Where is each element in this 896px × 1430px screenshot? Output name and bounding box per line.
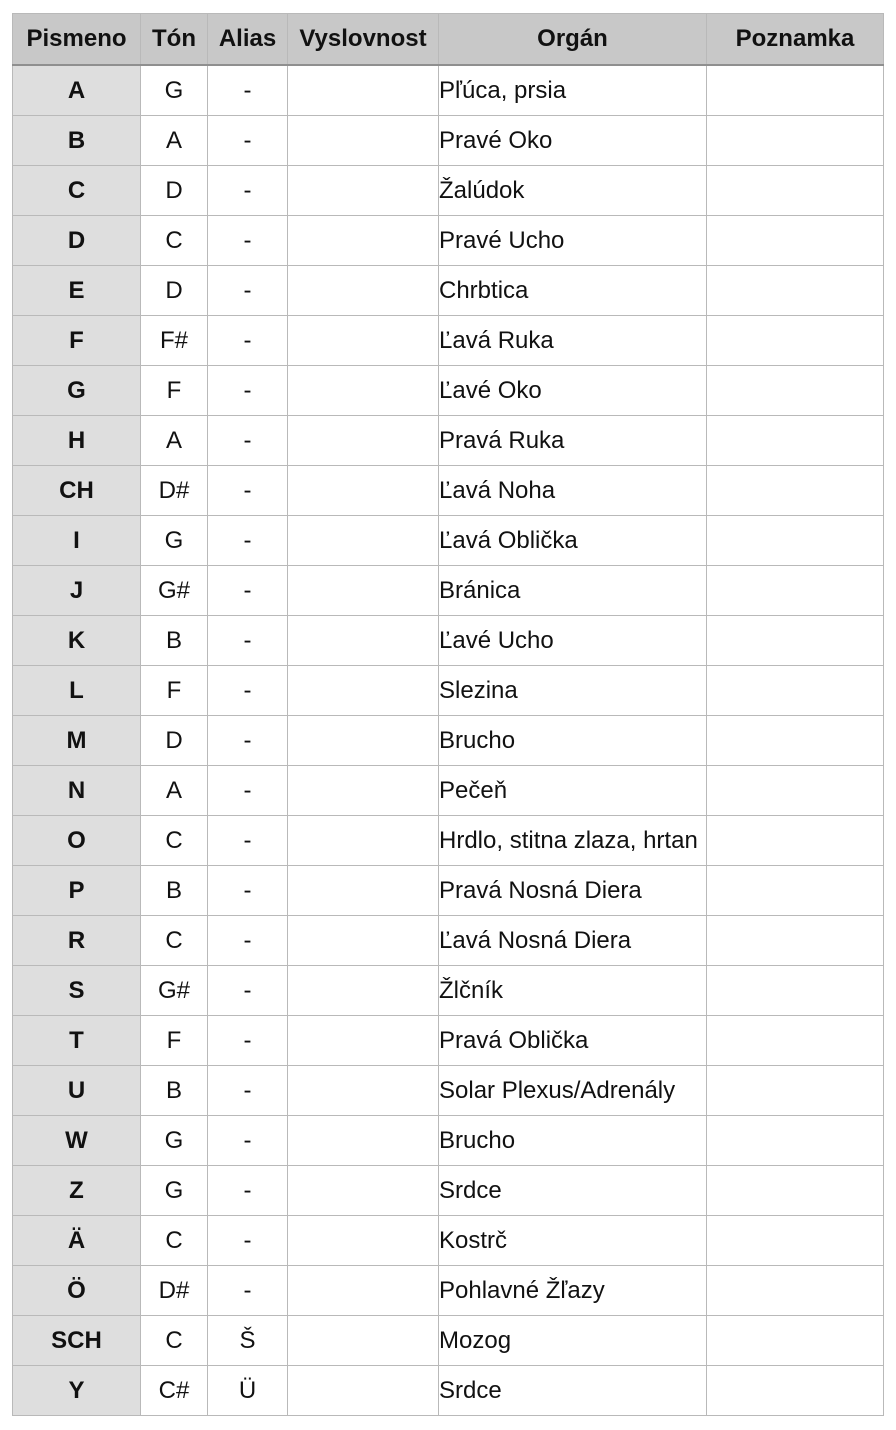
- cell-pronunciation[interactable]: [288, 1166, 439, 1216]
- cell-organ[interactable]: Ľavá Oblička: [439, 516, 707, 566]
- cell-alias[interactable]: -: [208, 566, 288, 616]
- cell-organ[interactable]: Ľavé Oko: [439, 366, 707, 416]
- cell-organ[interactable]: Žalúdok: [439, 166, 707, 216]
- cell-pronunciation[interactable]: [288, 166, 439, 216]
- cell-letter[interactable]: H: [13, 416, 141, 466]
- cell-note[interactable]: [707, 916, 884, 966]
- cell-tone[interactable]: F: [141, 366, 208, 416]
- cell-tone[interactable]: C: [141, 216, 208, 266]
- cell-pronunciation[interactable]: [288, 1266, 439, 1316]
- cell-organ[interactable]: Pravé Ucho: [439, 216, 707, 266]
- cell-note[interactable]: [707, 65, 884, 116]
- cell-alias[interactable]: -: [208, 466, 288, 516]
- cell-note[interactable]: [707, 616, 884, 666]
- cell-tone[interactable]: G: [141, 1166, 208, 1216]
- cell-note[interactable]: [707, 1216, 884, 1266]
- cell-note[interactable]: [707, 416, 884, 466]
- table-row: [13, 466, 884, 516]
- header-alias[interactable]: Alias: [208, 14, 288, 66]
- cell-alias[interactable]: -: [208, 1266, 288, 1316]
- cell-letter[interactable]: B: [13, 116, 141, 166]
- table-row: [13, 1216, 884, 1266]
- table-row: [13, 1266, 884, 1316]
- cell-alias[interactable]: -: [208, 916, 288, 966]
- cell-pronunciation[interactable]: [288, 516, 439, 566]
- table-row: [13, 966, 884, 1016]
- table-row: [13, 916, 884, 966]
- cell-letter[interactable]: Y: [13, 1366, 141, 1416]
- cell-letter[interactable]: Ö: [13, 1266, 141, 1316]
- cell-alias[interactable]: -: [208, 316, 288, 366]
- letters-table: [12, 13, 884, 1416]
- cell-note[interactable]: [707, 516, 884, 566]
- cell-note[interactable]: [707, 566, 884, 616]
- cell-pronunciation[interactable]: [288, 916, 439, 966]
- cell-organ[interactable]: Pľúca, prsia: [439, 65, 707, 116]
- cell-letter[interactable]: O: [13, 816, 141, 866]
- cell-note[interactable]: [707, 166, 884, 216]
- cell-note[interactable]: [707, 1116, 884, 1166]
- cell-letter[interactable]: A: [13, 65, 141, 116]
- cell-alias[interactable]: -: [208, 1116, 288, 1166]
- cell-letter[interactable]: T: [13, 1016, 141, 1066]
- cell-tone[interactable]: F: [141, 666, 208, 716]
- cell-alias[interactable]: -: [208, 666, 288, 716]
- cell-alias[interactable]: -: [208, 266, 288, 316]
- cell-note[interactable]: [707, 266, 884, 316]
- cell-note[interactable]: [707, 1366, 884, 1416]
- cell-note[interactable]: [707, 1016, 884, 1066]
- cell-organ[interactable]: Srdce: [439, 1366, 707, 1416]
- cell-pronunciation[interactable]: [288, 1316, 439, 1366]
- cell-organ[interactable]: Pravá Oblička: [439, 1016, 707, 1066]
- cell-organ[interactable]: Ľavá Ruka: [439, 316, 707, 366]
- table-row: [13, 216, 884, 266]
- cell-tone[interactable]: A: [141, 416, 208, 466]
- cell-alias[interactable]: -: [208, 816, 288, 866]
- cell-letter[interactable]: SCH: [13, 1316, 141, 1366]
- cell-pronunciation[interactable]: [288, 1016, 439, 1066]
- cell-tone[interactable]: F: [141, 1016, 208, 1066]
- cell-note[interactable]: [707, 766, 884, 816]
- cell-tone[interactable]: G: [141, 516, 208, 566]
- cell-pronunciation[interactable]: [288, 466, 439, 516]
- table-row: [13, 166, 884, 216]
- cell-alias[interactable]: Ü: [208, 1366, 288, 1416]
- cell-organ[interactable]: Hrdlo, stitna zlaza, hrtan: [439, 816, 707, 866]
- table-row: [13, 766, 884, 816]
- cell-note[interactable]: [707, 116, 884, 166]
- cell-letter[interactable]: P: [13, 866, 141, 916]
- cell-letter[interactable]: K: [13, 616, 141, 666]
- table-body: [13, 65, 884, 1416]
- cell-alias[interactable]: -: [208, 766, 288, 816]
- cell-pronunciation[interactable]: [288, 1366, 439, 1416]
- cell-pronunciation[interactable]: [288, 65, 439, 116]
- cell-letter[interactable]: S: [13, 966, 141, 1016]
- cell-note[interactable]: [707, 966, 884, 1016]
- cell-organ[interactable]: Srdce: [439, 1166, 707, 1216]
- table-row: [13, 1166, 884, 1216]
- cell-letter[interactable]: C: [13, 166, 141, 216]
- table-row: [13, 266, 884, 316]
- cell-alias[interactable]: Š: [208, 1316, 288, 1366]
- cell-organ[interactable]: Brucho: [439, 1116, 707, 1166]
- cell-letter[interactable]: E: [13, 266, 141, 316]
- cell-alias[interactable]: -: [208, 966, 288, 1016]
- cell-tone[interactable]: G: [141, 1116, 208, 1166]
- cell-note[interactable]: [707, 1316, 884, 1366]
- cell-letter[interactable]: I: [13, 516, 141, 566]
- cell-organ[interactable]: Pravá Nosná Diera: [439, 866, 707, 916]
- cell-alias[interactable]: -: [208, 65, 288, 116]
- cell-tone[interactable]: F#: [141, 316, 208, 366]
- cell-note[interactable]: [707, 466, 884, 516]
- cell-note[interactable]: [707, 366, 884, 416]
- cell-pronunciation[interactable]: [288, 666, 439, 716]
- cell-tone[interactable]: D#: [141, 1266, 208, 1316]
- cell-tone[interactable]: B: [141, 1066, 208, 1116]
- cell-pronunciation[interactable]: [288, 966, 439, 1016]
- table-row: [13, 1366, 884, 1416]
- table-header: [13, 14, 884, 66]
- cell-organ[interactable]: Mozog: [439, 1316, 707, 1366]
- cell-pronunciation[interactable]: [288, 416, 439, 466]
- cell-alias[interactable]: -: [208, 416, 288, 466]
- cell-organ[interactable]: Pravé Oko: [439, 116, 707, 166]
- cell-tone[interactable]: C: [141, 916, 208, 966]
- cell-pronunciation[interactable]: [288, 1116, 439, 1166]
- table-row: [13, 1066, 884, 1116]
- cell-tone[interactable]: D: [141, 716, 208, 766]
- cell-pronunciation[interactable]: [288, 1216, 439, 1266]
- cell-tone[interactable]: G: [141, 65, 208, 116]
- cell-organ[interactable]: Ľavá Noha: [439, 466, 707, 516]
- cell-alias[interactable]: -: [208, 716, 288, 766]
- cell-organ[interactable]: Žlčník: [439, 966, 707, 1016]
- cell-letter[interactable]: D: [13, 216, 141, 266]
- cell-organ[interactable]: Pravá Ruka: [439, 416, 707, 466]
- header-letter[interactable]: Pismeno: [13, 14, 141, 66]
- cell-letter[interactable]: R: [13, 916, 141, 966]
- cell-organ[interactable]: Solar Plexus/Adrenály: [439, 1066, 707, 1116]
- cell-tone[interactable]: C: [141, 1216, 208, 1266]
- table-row: [13, 366, 884, 416]
- cell-letter[interactable]: J: [13, 566, 141, 616]
- cell-organ[interactable]: Bránica: [439, 566, 707, 616]
- cell-note[interactable]: [707, 666, 884, 716]
- cell-letter[interactable]: U: [13, 1066, 141, 1116]
- header-note[interactable]: Poznamka: [707, 14, 884, 66]
- cell-pronunciation[interactable]: [288, 816, 439, 866]
- cell-organ[interactable]: Brucho: [439, 716, 707, 766]
- cell-alias[interactable]: -: [208, 216, 288, 266]
- cell-letter[interactable]: L: [13, 666, 141, 716]
- table-row: [13, 566, 884, 616]
- header-tone[interactable]: Tón: [141, 14, 208, 66]
- cell-pronunciation[interactable]: [288, 366, 439, 416]
- table-row: [13, 616, 884, 666]
- cell-tone[interactable]: G#: [141, 566, 208, 616]
- cell-letter[interactable]: Ä: [13, 1216, 141, 1266]
- cell-alias[interactable]: -: [208, 366, 288, 416]
- table-row: [13, 866, 884, 916]
- table-row: [13, 116, 884, 166]
- cell-tone[interactable]: C: [141, 1316, 208, 1366]
- cell-alias[interactable]: -: [208, 1216, 288, 1266]
- table-row: [13, 1016, 884, 1066]
- cell-tone[interactable]: C#: [141, 1366, 208, 1416]
- cell-alias[interactable]: -: [208, 1066, 288, 1116]
- table-row: [13, 416, 884, 466]
- header-row: [13, 14, 884, 66]
- table-row: [13, 816, 884, 866]
- cell-note[interactable]: [707, 716, 884, 766]
- cell-tone[interactable]: B: [141, 616, 208, 666]
- cell-tone[interactable]: D: [141, 166, 208, 216]
- cell-letter[interactable]: Z: [13, 1166, 141, 1216]
- cell-pronunciation[interactable]: [288, 716, 439, 766]
- cell-tone[interactable]: A: [141, 116, 208, 166]
- cell-tone[interactable]: C: [141, 816, 208, 866]
- cell-organ[interactable]: Kostrč: [439, 1216, 707, 1266]
- cell-tone[interactable]: D: [141, 266, 208, 316]
- cell-letter[interactable]: N: [13, 766, 141, 816]
- cell-alias[interactable]: -: [208, 166, 288, 216]
- cell-note[interactable]: [707, 1266, 884, 1316]
- cell-note[interactable]: [707, 1166, 884, 1216]
- cell-note[interactable]: [707, 216, 884, 266]
- table-row: [13, 666, 884, 716]
- table-row: [13, 1316, 884, 1366]
- cell-pronunciation[interactable]: [288, 566, 439, 616]
- cell-tone[interactable]: D#: [141, 466, 208, 516]
- cell-alias[interactable]: -: [208, 516, 288, 566]
- cell-alias[interactable]: -: [208, 866, 288, 916]
- cell-letter[interactable]: M: [13, 716, 141, 766]
- cell-organ[interactable]: Pečeň: [439, 766, 707, 816]
- cell-note[interactable]: [707, 866, 884, 916]
- cell-alias[interactable]: -: [208, 116, 288, 166]
- cell-organ[interactable]: Slezina: [439, 666, 707, 716]
- cell-organ[interactable]: Chrbtica: [439, 266, 707, 316]
- cell-letter[interactable]: F: [13, 316, 141, 366]
- cell-tone[interactable]: A: [141, 766, 208, 816]
- cell-organ[interactable]: Pohlavné Žľazy: [439, 1266, 707, 1316]
- cell-alias[interactable]: -: [208, 616, 288, 666]
- cell-pronunciation[interactable]: [288, 116, 439, 166]
- cell-tone[interactable]: B: [141, 866, 208, 916]
- cell-pronunciation[interactable]: [288, 316, 439, 366]
- table-row: [13, 516, 884, 566]
- cell-letter[interactable]: G: [13, 366, 141, 416]
- cell-note[interactable]: [707, 1066, 884, 1116]
- header-organ[interactable]: Orgán: [439, 14, 707, 66]
- cell-pronunciation[interactable]: [288, 1066, 439, 1116]
- cell-pronunciation[interactable]: [288, 616, 439, 666]
- table-row: [13, 65, 884, 116]
- cell-note[interactable]: [707, 816, 884, 866]
- cell-alias[interactable]: -: [208, 1016, 288, 1066]
- cell-organ[interactable]: Ľavé Ucho: [439, 616, 707, 666]
- cell-letter[interactable]: CH: [13, 466, 141, 516]
- cell-pronunciation[interactable]: [288, 866, 439, 916]
- table-row: [13, 716, 884, 766]
- cell-pronunciation[interactable]: [288, 766, 439, 816]
- table-row: [13, 316, 884, 366]
- cell-organ[interactable]: Ľavá Nosná Diera: [439, 916, 707, 966]
- cell-pronunciation[interactable]: [288, 216, 439, 266]
- cell-letter[interactable]: W: [13, 1116, 141, 1166]
- cell-tone[interactable]: G#: [141, 966, 208, 1016]
- header-pronunciation[interactable]: Vyslovnost: [288, 14, 439, 66]
- cell-alias[interactable]: -: [208, 1166, 288, 1216]
- cell-note[interactable]: [707, 316, 884, 366]
- table-row: [13, 1116, 884, 1166]
- cell-pronunciation[interactable]: [288, 266, 439, 316]
